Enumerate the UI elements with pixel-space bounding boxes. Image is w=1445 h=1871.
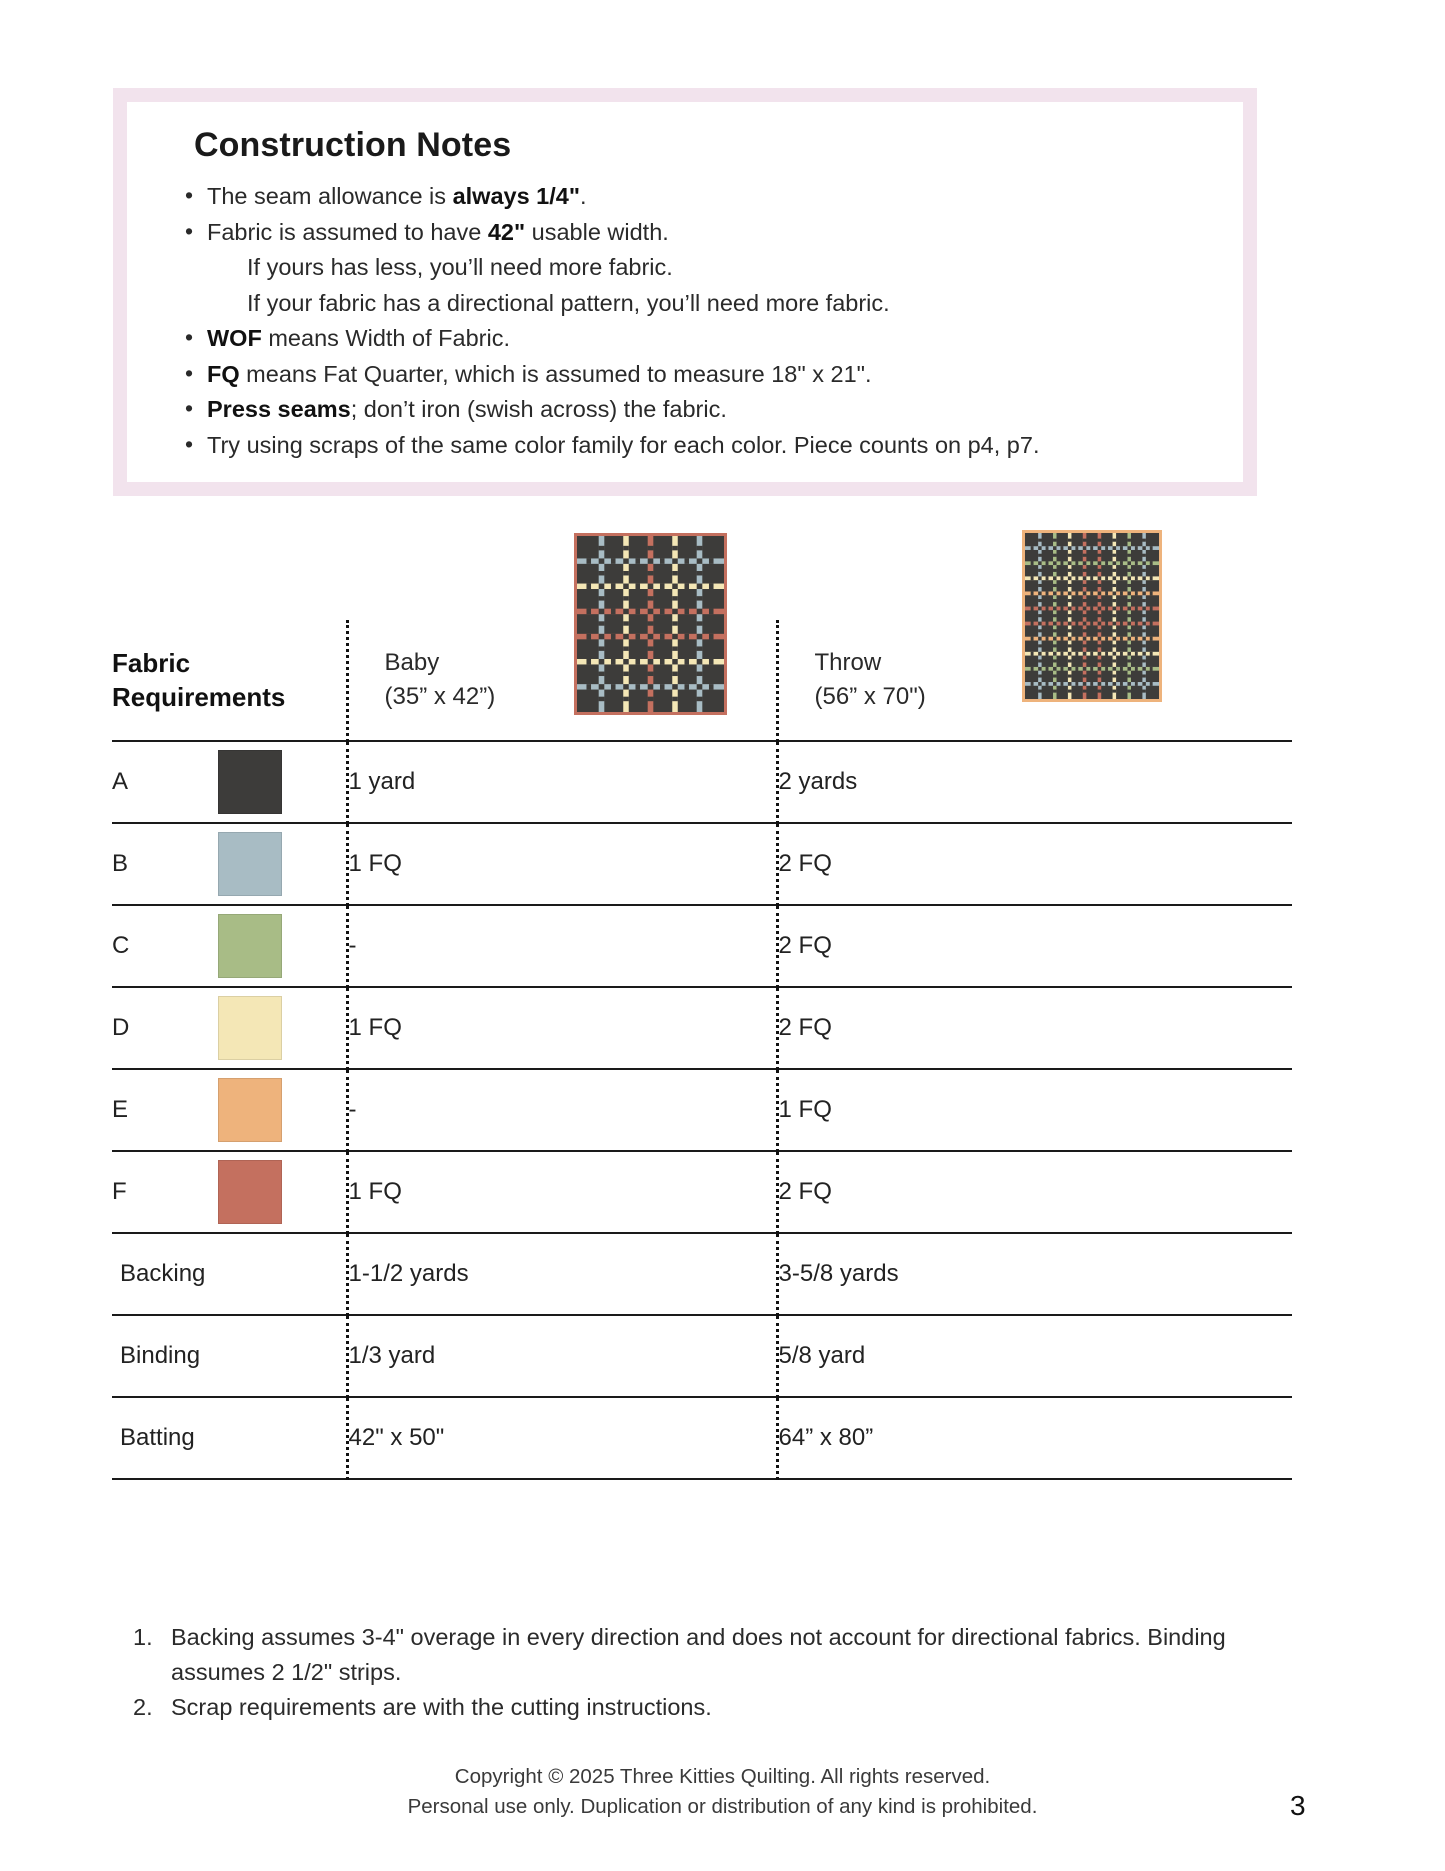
throw-value: 5/8 yard [777,1315,1292,1397]
note-subline-text: If your fabric has a directional pattern, you’ll need more fabric. [247,289,890,316]
note-text-suffix: means Fat Quarter, which is assumed to measure 18" x 21". [239,360,872,387]
note-text-prefix: Try using scraps of the same color family for each color. Piece counts on p4, p7. [207,431,1040,458]
table-row [112,1233,1292,1315]
baby-column-size: (35” x 42”) [384,683,496,710]
row-swatch-cell [212,823,347,905]
row-swatch-cell [212,1315,347,1397]
baby-column-name: Baby [384,649,440,676]
row-swatch-cell [212,905,347,987]
table-bottom-rule [112,1479,1292,1480]
note-text-suffix: means Width of Fabric. [261,325,510,351]
note-text-suffix: . [580,183,587,209]
table-row [112,1397,1292,1479]
note-subline-directional [165,286,1213,322]
footnote-backing: Backing assumes 3-4" overage in every direction and does not account for directional fabrics. Binding assumes 2 1/2" strips. [171,1624,1226,1685]
throw-column-header [777,620,1292,741]
table-row [112,1069,1292,1151]
row-swatch-cell [212,1069,347,1151]
baby-column-header [347,620,777,741]
throw-value: 2 FQ [777,1151,1292,1233]
throw-value: 3-5/8 yards [777,1233,1292,1315]
baby-value: 1 FQ [347,823,777,905]
fabric-color-swatch [218,750,282,814]
table-row [112,905,1292,987]
note-bullet-fq [165,357,1213,393]
baby-value: 42" x 50" [347,1397,777,1479]
throw-value: 64” x 80” [777,1397,1292,1479]
note-text-bold: FQ [207,360,240,387]
row-swatch-cell [212,741,347,823]
row-label: C [112,905,212,987]
row-swatch-cell [212,1233,347,1315]
corner-title-line2: Requirements [112,682,286,712]
throw-value: 1 FQ [777,1069,1292,1151]
row-swatch-cell [212,987,347,1069]
note-bullet-wof [165,321,1213,357]
footnote-list [133,1620,1313,1725]
note-text-suffix: ; don’t iron (swish across) the fabric. [350,396,727,422]
note-text-suffix: usable width. [525,218,669,245]
baby-value: 1 FQ [347,987,777,1069]
fabric-requirements-table [112,620,1292,1480]
fabric-color-swatch [218,1078,282,1142]
note-text-bold: WOF [207,325,262,351]
construction-notes-panel [113,88,1257,496]
construction-notes-list [165,179,1213,463]
note-bullet-seam-allowance [165,179,1213,215]
throw-value: 2 FQ [777,987,1292,1069]
table-row [112,1151,1292,1233]
fabric-table-body [112,620,1292,1480]
note-text-prefix: Fabric is assumed to have [207,218,488,245]
row-label: Backing [112,1233,212,1315]
copyright-line-2: Personal use only. Duplication or distribution of any kind is prohibited. [407,1795,1038,1818]
copyright-line-1: Copyright © 2025 Three Kitties Quilting. All rights reserved. [454,1765,991,1788]
construction-notes-title: Construction Notes [194,126,512,164]
table-row [112,823,1292,905]
baby-value: 1/3 yard [347,1315,777,1397]
note-text-bold: always 1/4" [452,183,580,209]
throw-value: 2 FQ [777,823,1292,905]
note-text-bold: Press seams [207,396,351,422]
fabric-requirements-table-wrap [112,620,1292,1480]
fabric-color-swatch [218,832,282,896]
row-label: Batting [112,1397,212,1479]
table-row [112,987,1292,1069]
row-swatch-cell [212,1397,347,1479]
footnote-scraps: Scrap requirements are with the cutting instructions. [171,1694,712,1720]
row-label: F [112,1151,212,1233]
row-label: A [112,741,212,823]
row-swatch-cell [212,1151,347,1233]
throw-value: 2 yards [777,741,1292,823]
row-label: E [112,1069,212,1151]
table-footnotes [133,1620,1313,1725]
baby-value: - [347,1069,777,1151]
row-label: D [112,987,212,1069]
fabric-table-header-row [112,620,1292,741]
baby-value: 1-1/2 yards [347,1233,777,1315]
fabric-color-swatch [218,914,282,978]
row-label: Binding [112,1315,212,1397]
fabric-color-swatch [218,996,282,1060]
baby-value: 1 FQ [347,1151,777,1233]
page-footer [0,1762,1445,1822]
row-label: B [112,823,212,905]
construction-notes-inner [127,102,1243,482]
fabric-table-corner-header [112,620,347,741]
note-subline-text: If yours has less, you’ll need more fabric. [247,254,673,280]
note-bullet-scraps [165,428,1213,464]
table-row [112,741,1292,823]
throw-column-name: Throw [814,649,882,676]
page-number: 3 [1290,1790,1306,1821]
throw-column-size: (56” x 70") [814,683,926,710]
fabric-color-swatch [218,1160,282,1224]
note-bullet-press-seams [165,392,1213,428]
corner-title-line1: Fabric [112,648,191,678]
note-text-prefix: The seam allowance is [207,183,453,209]
note-bullet-fabric-width [165,215,1213,251]
throw-value: 2 FQ [777,905,1292,987]
note-subline-less-width [165,250,1213,286]
table-row [112,1315,1292,1397]
baby-value: 1 yard [347,741,777,823]
baby-value: - [347,905,777,987]
note-text-bold: 42" [487,218,526,245]
